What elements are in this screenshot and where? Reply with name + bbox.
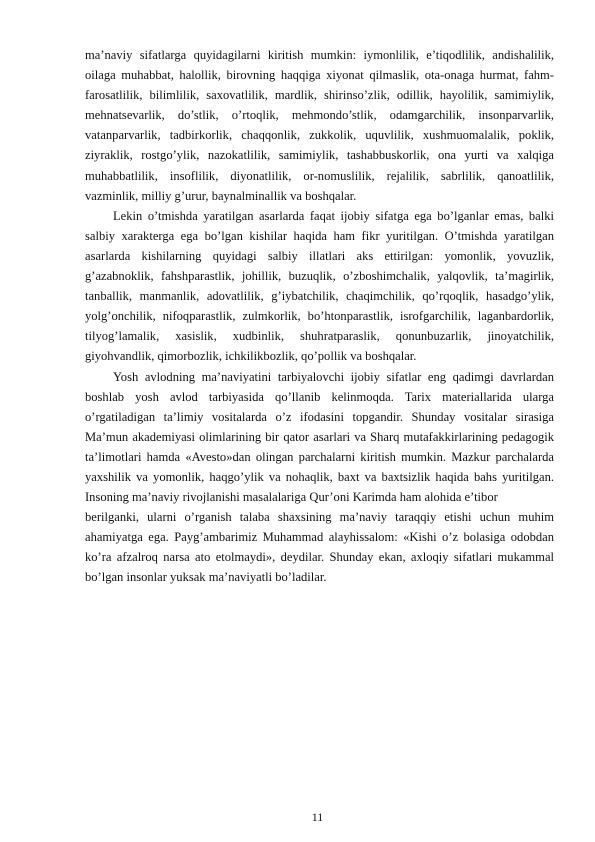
page-number: 11 [311, 810, 324, 824]
paragraph-3: Yosh avlodning ma’naviyatini tarbiyalovchi ijobiy sifatlar eng qadimgi davrlardan boshlab yosh avlod tarbiyasida qo’llanib kelinmoqda. Tarix materiallarida ularga o’rgatiladigan ta’limiy vositalarda o’z ifodasini topgandir. Shunday vositalar sirasiga Ma’mun akademiyasi olimlarining bir qator asarlari va Sharq mutafakkirlarining pedagogik ta’limotlari hamda «Avesto»dan olingan parchalarni kiritish mumkin. Mazkur parchalarda yaxshilik va yomonlik, haqgo’ylik va nohaqlik, baxt va baxtsizlik haqida bahs yuritilgan. Insoning ma’naviy rivojlanishi masalalariga Qur’oni Karimda ham alohida e’tibor [85, 369, 554, 505]
paragraph-4: berilganki, ularni o’rganish talaba shaxsining ma’naviy taraqqiy etishi uchun muhim ahamiyatga ega. Payg’ambarimiz Muhammad alayhissalom: «Kishi o’z bolasiga odobdan ko’ra afzalroq narsa ato etolmaydi», deydilar. Shunday ekan, axloqiy sifatlari mukammal bo’lgan insonlar yuksak ma’naviyatli bo’ladilar. [85, 510, 554, 585]
body-text [85, 45, 554, 588]
paragraph-2: Lekin o’tmishda yaratilgan asarlarda faqat ijobiy sifatga ega bo’lganlar emas, balki salbiy xarakterga ega bo’lgan kishilar haqida ham fikr yuritilgan. O’tmishda yaratilgan asarlarda kishilarning quyidagi salbiy illatlari aks ettirilgan: yomonlik, yovuzlik, g’azabnoklik, fahshparastlik, johillik, buzuqlik, o’zboshimchalik, yalqovlik, ta’magirlik, tanballik, manmanlik, adovatlilik, g’iybatchilik, chaqimchilik, qo’rqoqlik, hasadgo’ylik, yolg’onchilik, nifoqparastlik, zulmkorlik, bo’htonparastlik, isrofgarchilik, laganbardorlik, tilyog’lamalik, xasislik, xudbinlik, shuhratparaslik, qonunbuzarlik, jinoyatchilik, giyohvandlik, qimorbozlik, ichkilikbozlik, qo’pollik va boshqalar. [85, 208, 554, 364]
paragraph-1: ma’naviy sifatlarga quyidagilarni kiritish mumkin: iymonlilik, e’tiqodlilik, andishalilik, oilaga muhabbat, halollik, birovning haqqiga xiyonat qilmaslik, ota-onaga hurmat, fahm-farosatlilik, bilimlilik, saxovatlilik, mardlik, shirinso’zlik, odillik, hayolilik, samimiylik, mehnatsevarlik, do’stlik, o’rtoqlik, mehmondo’stlik, odamgarchilik, insonparvarlik, vatanparvarlik, tadbirkorlik, chaqqonlik, zukkolik, uquvlilik, xushmuomalalik, poklik, ziyraklik, rostgo’ylik, nazokatlilik, samimiylik, tashabbuskorlik, ona yurti va xalqiga muhabbatlilik, insoflilik, diyonatlilik, or-nomuslilik, rejalilik, sabrlilik, qanoatlilik, vazminlik, milliy g’urur, baynalminallik va boshqalar. [85, 48, 554, 203]
